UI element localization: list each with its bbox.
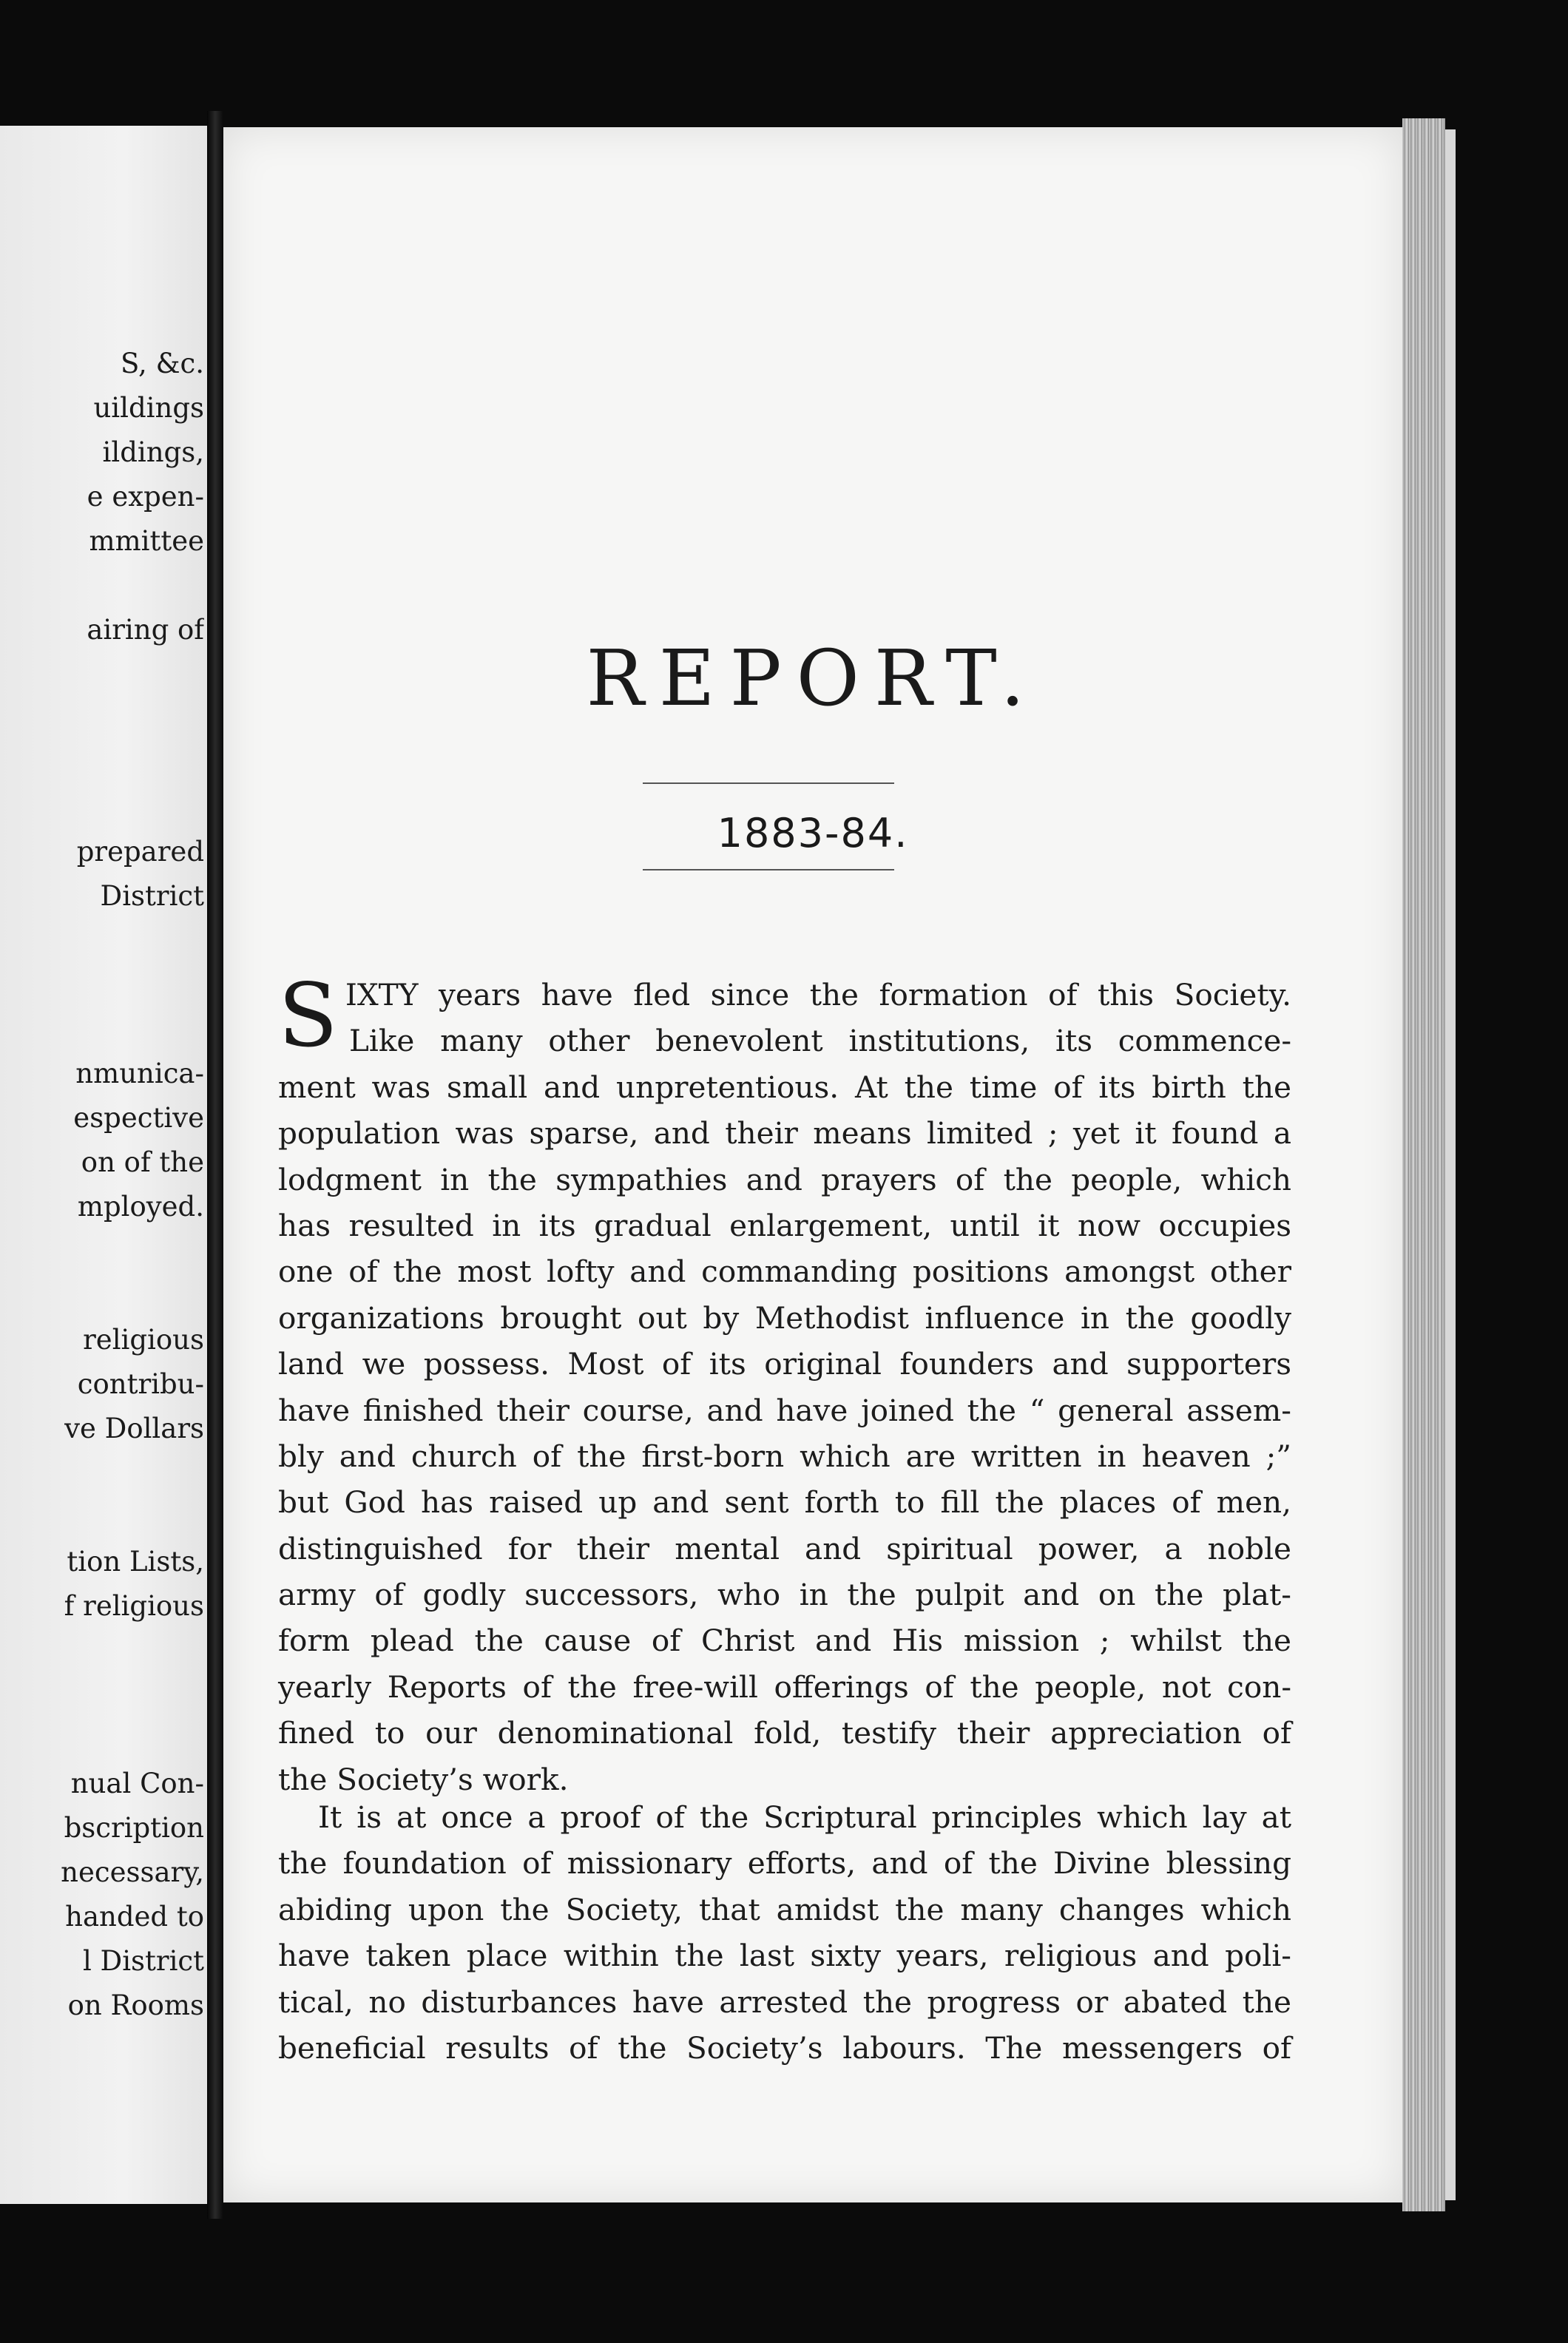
text-line: abiding upon the Society, that amidst the many changes which (278, 1891, 1291, 1927)
title-rule-top (643, 782, 894, 784)
left-page-fragment (0, 126, 207, 2204)
text-line: have finished their course, and have joined the “ general assem- (278, 1392, 1291, 1428)
left-page-line (0, 564, 204, 608)
left-page-line (0, 652, 204, 697)
left-page-line: l District (82, 1945, 204, 1977)
text-line: has resulted in its gradual enlargement, until it now occupies (278, 1207, 1291, 1243)
left-page-line (0, 1717, 204, 1762)
text-line: population was sparse, and their means limited ; yet it found a (278, 1115, 1291, 1152)
left-page-line: handed to (65, 1901, 204, 1933)
left-page-line: nmunica- (75, 1058, 204, 1089)
text-line: lodgment in the sympathies and prayers of the people, which (278, 1161, 1291, 1197)
left-page-line: District (100, 880, 204, 912)
left-page-line: on Rooms (67, 1989, 204, 2021)
text-line: fined to our denominational fold, testify their appreciation of (278, 1715, 1291, 1751)
left-page-line: ve Dollars (64, 1413, 204, 1444)
left-page-line (0, 1629, 204, 1673)
left-page-line: mmittee (89, 525, 204, 557)
left-page-line (0, 697, 204, 741)
cover-edge (1445, 129, 1456, 2200)
left-page-line: contribu- (77, 1368, 204, 1400)
title-rule-bottom (643, 869, 894, 870)
text-line: army of godly successors, who in the pulpit and on the plat- (278, 1577, 1291, 1613)
text-line: have taken place within the last sixty years, religious and poli- (278, 1938, 1291, 1974)
text-line: distinguished for their mental and spiritual power, a noble (278, 1530, 1291, 1566)
left-page-line: necessary, (61, 1856, 204, 1888)
text-line: bly and church of the first-born which are written in heaven ;” (278, 1438, 1291, 1474)
left-page-line: religious (83, 1324, 204, 1356)
left-page-line (0, 1495, 204, 1540)
text-line: yearly Reports of the free-will offerings of the people, not con- (278, 1668, 1291, 1705)
main-page (223, 127, 1402, 2202)
left-page-line (0, 785, 204, 830)
text-line: land we possess. Most of its original founders and supporters (278, 1346, 1291, 1382)
text-line: Like many other benevolent institutions, its commence- (349, 1023, 1291, 1059)
left-page-line (0, 963, 204, 1007)
text-line: ment was small and unpretentious. At the time of its birth the (278, 1069, 1291, 1105)
page-title: REPORT. (586, 633, 1040, 723)
left-page-line: ildings, (102, 436, 204, 468)
left-page-line: S, &c. (121, 348, 204, 379)
text-line: IXTY years have fled since the formation of this Society. (345, 977, 1291, 1012)
left-page-line: tion Lists, (67, 1546, 204, 1578)
left-page-line: airing of (87, 614, 204, 646)
paragraph-2 (278, 1794, 1291, 2071)
book-gutter (207, 111, 223, 2219)
text-line: the Society’s work. (278, 1761, 569, 1797)
left-page-line: on of the (81, 1146, 204, 1178)
left-page-line: nual Con- (70, 1768, 204, 1799)
text-line: tical, no disturbances have arrested the progress or abated the (278, 1984, 1291, 2020)
left-page-text (0, 342, 204, 2028)
paragraph-1-lines (278, 964, 1291, 1802)
left-page-line (0, 1451, 204, 1495)
text-line: the foundation of missionary efforts, and of the Divine blessing (278, 1845, 1291, 1882)
left-page-line: uildings (93, 392, 204, 424)
drop-cap: S (278, 964, 338, 1066)
left-page-line: espective (73, 1102, 204, 1134)
left-page-line (0, 1274, 204, 1318)
left-page-line: f religious (64, 1590, 204, 1622)
text-line: form plead the cause of Christ and His mission ; whilst the (278, 1623, 1291, 1659)
text-line: but God has raised up and sent forth to fill the places of men, (278, 1484, 1291, 1521)
report-year: 1883-84. (717, 810, 909, 856)
paragraph-2-lines (278, 1794, 1291, 2071)
left-page-line (0, 741, 204, 785)
text-line: one of the most lofty and commanding positions amongst other (278, 1254, 1291, 1290)
left-page-line (0, 919, 204, 963)
text-line: It is at once a proof of the Scriptural principles which lay at (318, 1799, 1291, 1835)
left-page-line: e expen- (87, 481, 204, 513)
left-page-line: mployed. (77, 1191, 204, 1223)
left-page-line: bscription (64, 1812, 204, 1844)
text-line: organizations brought out by Methodist influence in the goodly (278, 1299, 1291, 1336)
paragraph-1 (278, 964, 1291, 1802)
page-block-edge (1402, 118, 1445, 2211)
left-page-line: prepared (76, 836, 204, 868)
text-line: beneficial results of the Society’s labours. The messengers of (278, 2029, 1291, 2066)
left-page-line (0, 1007, 204, 1052)
left-page-line (0, 1673, 204, 1717)
left-page-line (0, 1229, 204, 1274)
